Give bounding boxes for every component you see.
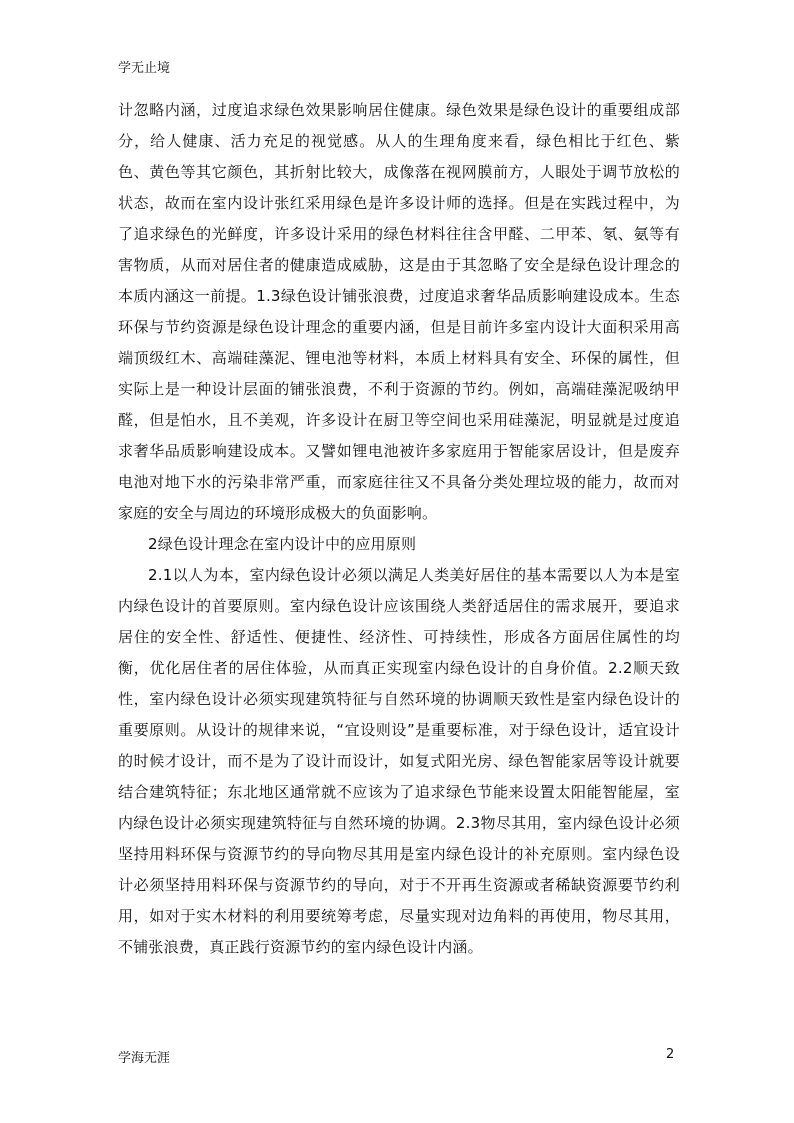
body-paragraph: 2.1以人为本，室内绿色设计必须以满足人类美好居住的基本需要以人为本是室内绿色设计的首要原则。室内绿色设计应该围绕人类舒适居住的需求展开，要追求居住的安全性、舒适性、便捷性、经济性、可持续性，形成各方面居住属性的均衡，优化居住者的居住体验，从而真正实现室内绿色设计的自身价值。2.2顺天致性，室内绿色设计必须实现建筑特征与自然环境的协调顺天致性是室内绿色设计的重要原则。从设计的规律来说，“宜设则设”是重要标准，对于绿色设计，适宜设计的时候才设计，而不是为了设计而设计，如复式阳光房、绿色智能家居等设计就要结合建筑特征；东北地区通常就不应该为了追求绿色节能来设置太阳能智能屋，室内绿色设计必须实现建筑特征与自然环境的协调。2.3物尽其用，室内绿色设计必须坚持用料环保与资源节约的导向物尽其用是室内绿色设计的补充原则。室内绿色设计必须坚持用料环保与资源节约的导向，对于不开再生资源或者稀缺资源要节约利用，如对于实木材料的利用要统筹考虑，尽量实现对边角料的再使用，物尽其用，不铺张浪费，真正践行资源节约的室内绿色设计内涵。 [118,566,680,956]
page-footer: 学海无涯 [118,1051,171,1066]
document-body [118,95,680,963]
section-heading: 2绿色设计理念在室内设计中的应用原则 [148,535,417,553]
page-header: 学无止境 [118,61,171,76]
body-paragraph: 计忽略内涵，过度追求绿色效果影响居住健康。绿色效果是绿色设计的重要组成部分，给人健康、活力充足的视觉感。从人的生理角度来看，绿色相比于红色、紫色、黄色等其它颜色，其折射比较大，成像落在视网膜前方，人眼处于调节放松的状态，故而在室内设计张红采用绿色是许多设计师的选择。但是在实践过程中，为了追求绿色的光鲜度，许多设计采用的绿色材料往往含甲醛、二甲苯、氡、氨等有害物质，从而对居住者的健康造成威胁，这是由于其忽略了安全是绿色设计理念的本质内涵这一前提。1.3绿色设计铺张浪费，过度追求奢华品质影响建设成本。生态环保与节约资源是绿色设计理念的重要内涵，但是目前许多室内设计大面积采用高端顶级红木、高端硅藻泥、锂电池等材料，本质上材料具有安全、环保的属性，但实际上是一种设计层面的铺张浪费，不利于资源的节约。例如，高端硅藻泥吸纳甲醛，但是怕水，且不美观，许多设计在厨卫等空间也采用硅藻泥，明显就是过度追求奢华品质影响建设成本。又譬如锂电池被许多家庭用于智能家居设计，但是废弃电池对地下水的污染非常严重，而家庭往往又不具备分类处理垃圾的能力，故而对家庭的安全与周边的环境形成极大的负面影响。 [118,101,680,522]
page-number: 2 [666,1047,675,1062]
